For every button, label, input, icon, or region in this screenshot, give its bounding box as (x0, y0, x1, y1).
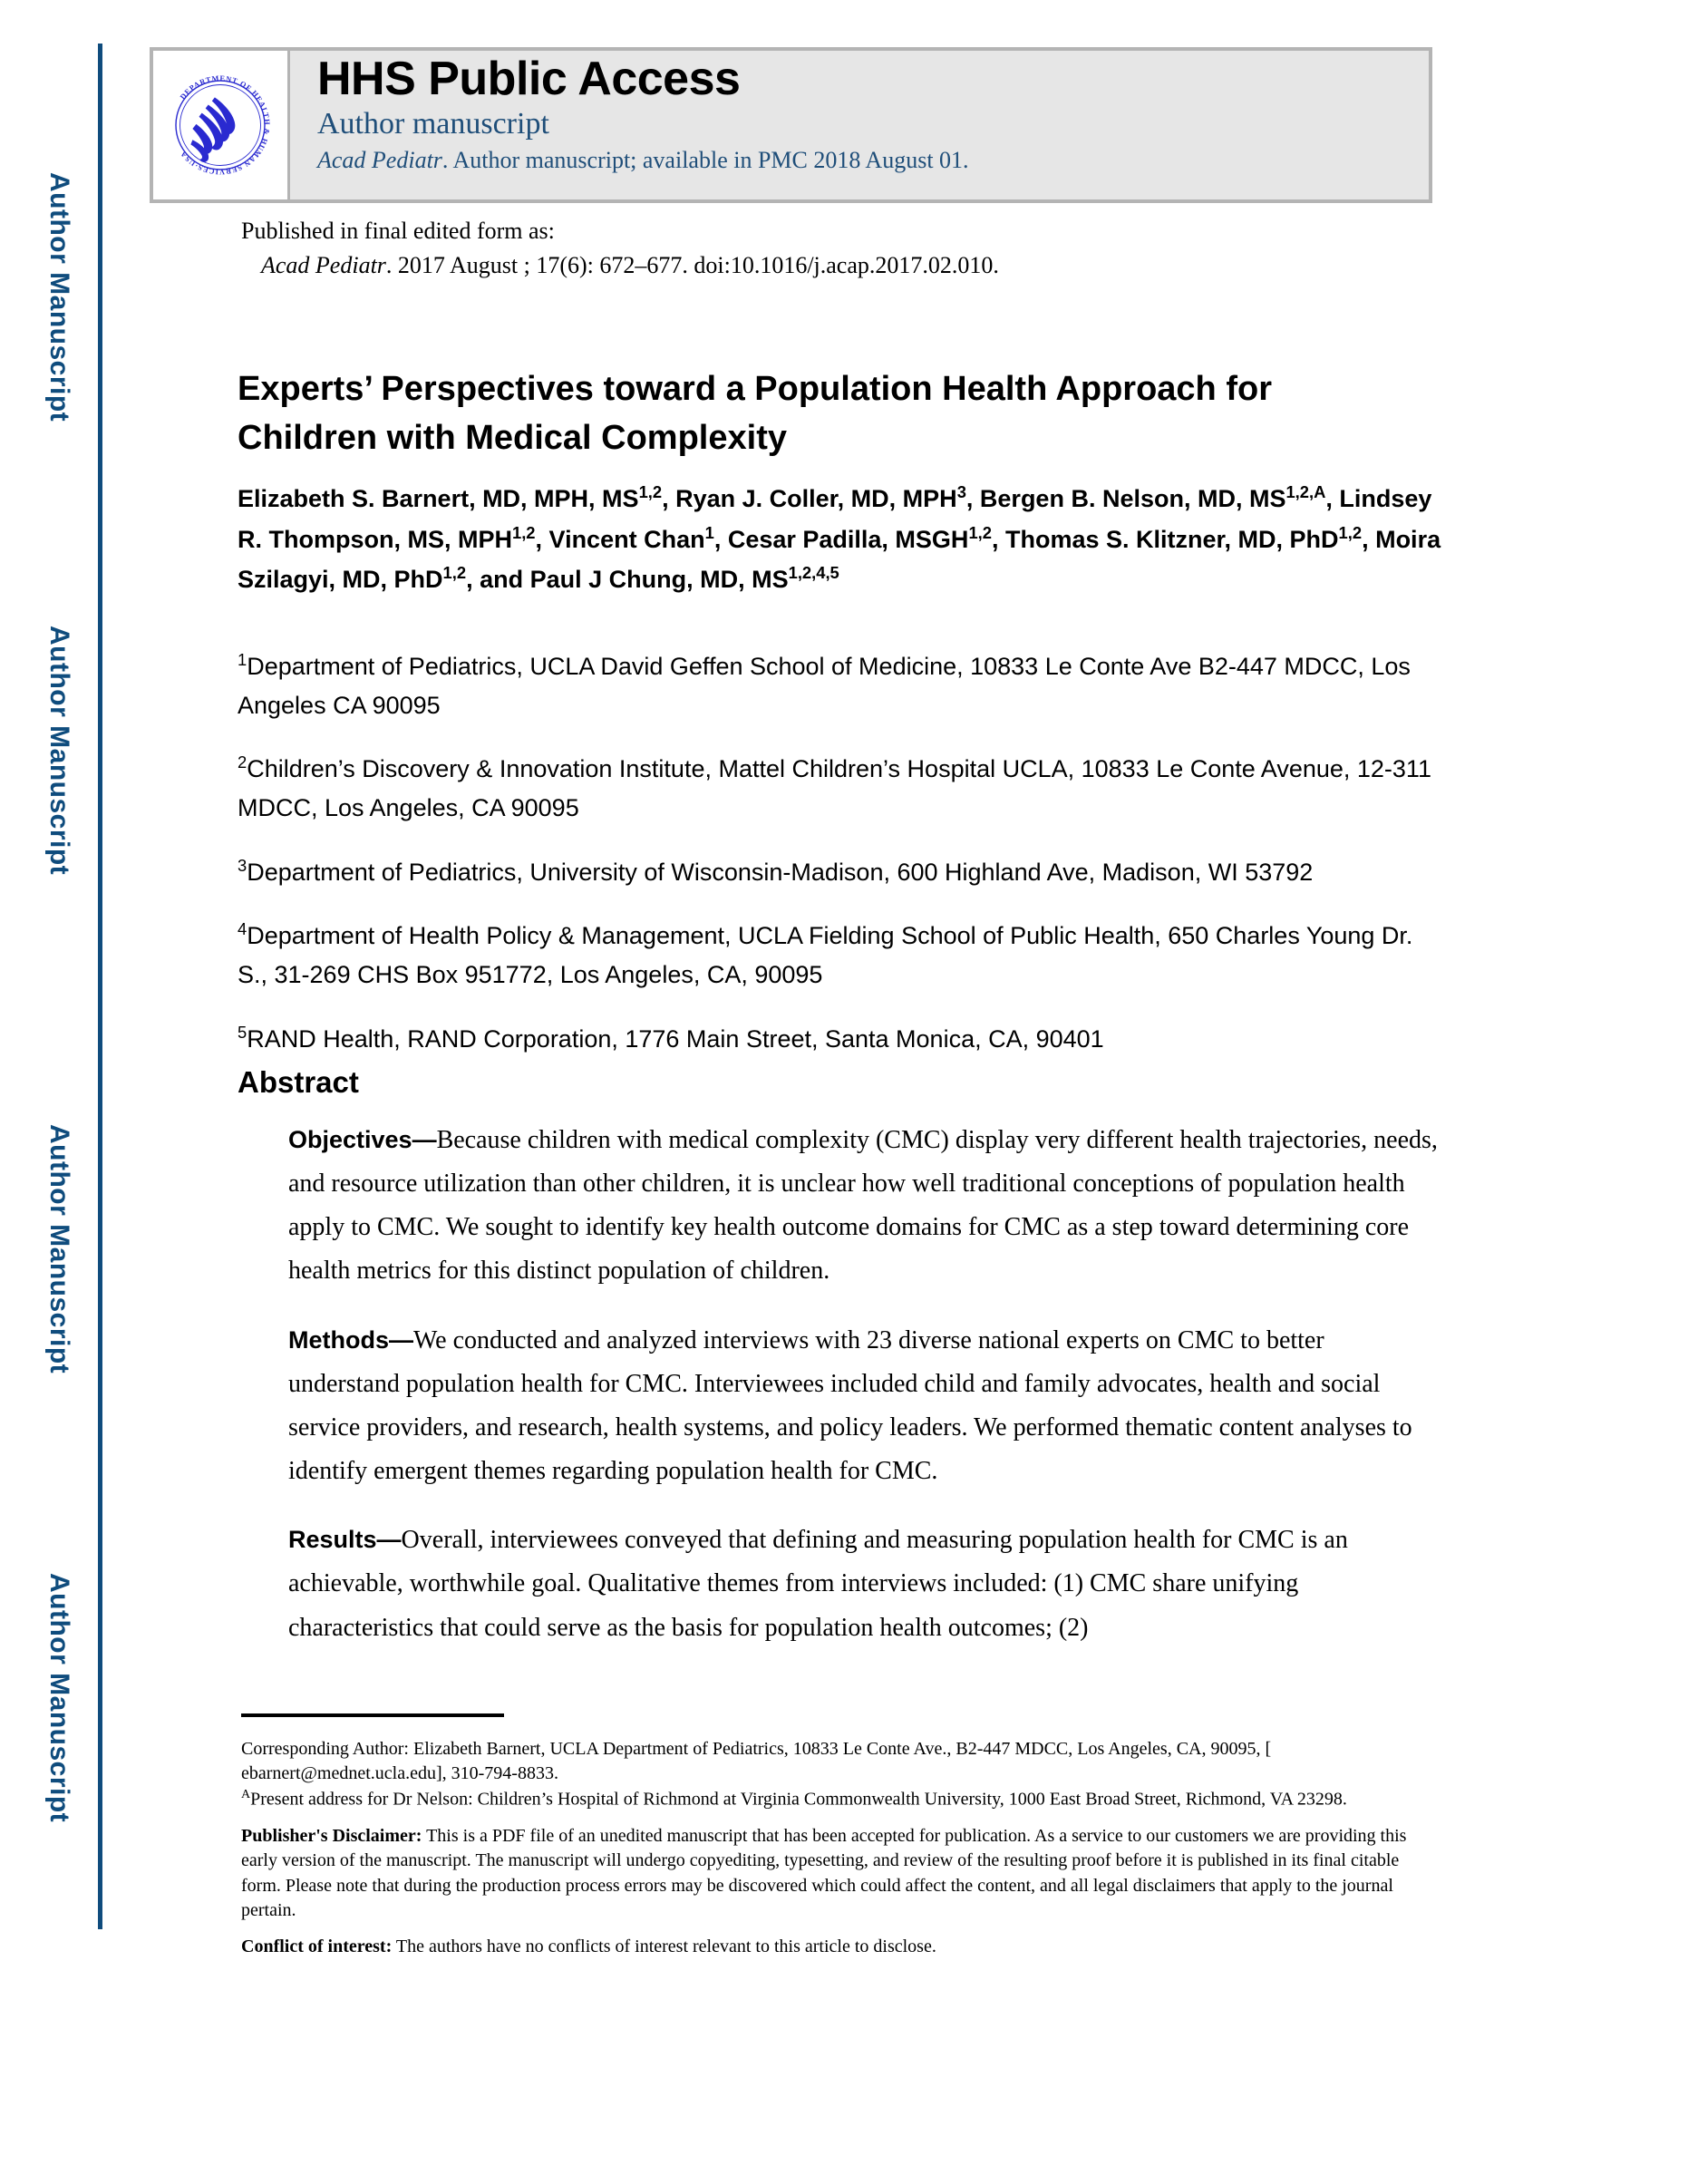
author-separator: , (662, 485, 676, 512)
published-info (241, 214, 1438, 282)
author-name: Cesar Padilla, MSGH (727, 525, 969, 553)
author-name: Lindsey R. Thompson, MS, MPH (238, 485, 1432, 553)
affiliation-marker: 3 (238, 855, 247, 875)
affiliation-text: Department of Health Policy & Management, UCLA Fielding School of Public Health, 650 Charles Young Dr. S., 31-269 CHS Box 951772, Los Angeles, CA, 90095 (238, 922, 1413, 988)
footnote-disclaimer-label: Publisher's Disclaimer: (241, 1826, 422, 1847)
abstract-section-text: We conducted and analyzed interviews with 23 diverse national experts on CMC to better understand population health for CMC. Interviewees included child and family advocates, health and social service providers, and research, health systems, and policy leaders. We performed thematic content analyses to identify emergent themes regarding population health for CMC. (288, 1325, 1412, 1486)
abstract-section-text: Overall, interviewees conveyed that defining and measuring population health for CMC is an achievable, worthwhile goal. Qualitative themes from interviews included: (1) CMC share unifying characteristics that could serve as the basis for population health outcomes; (2) (288, 1526, 1348, 1642)
author-affiliation-marker: 1,2 (442, 563, 467, 583)
abstract-body (288, 1093, 1440, 1668)
abstract-heading: Abstract (238, 1065, 359, 1100)
author-affiliation-marker: 1,2 (512, 522, 536, 542)
author-affiliation-marker: 1,2 (968, 522, 992, 542)
author-name: Thomas S. Klitzner, MD, PhD (1004, 525, 1339, 553)
author-list (238, 479, 1443, 600)
author-affiliation-marker: 1 (704, 522, 714, 542)
published-citation (241, 248, 1438, 283)
footnote-rule (241, 1713, 504, 1717)
hhs-banner-journal: Acad Pediatr (317, 146, 442, 173)
abstract-section (288, 1519, 1440, 1649)
hhs-banner-subtitle: Author manuscript (317, 106, 549, 141)
author-affiliation-marker: 1,2 (638, 482, 663, 501)
abstract-section-label: Objectives— (288, 1126, 437, 1153)
affiliation-marker: 1 (238, 650, 247, 669)
author-name: Ryan J. Coller, MD, MPH (675, 485, 957, 512)
hhs-banner-citation (317, 146, 1429, 174)
hhs-seal-icon (160, 65, 280, 185)
affiliation-text: Department of Pediatrics, University of Wisconsin-Madison, 600 Highland Ave, Madison, WI 53792 (247, 858, 1314, 886)
hhs-banner-citation-rest: . Author manuscript; available in PMC 2018 August 01. (441, 146, 969, 173)
article-title: Experts’ Perspectives toward a Population Health Approach for Children with Medical Complexity (238, 370, 1272, 458)
hhs-banner-text (290, 51, 1429, 199)
author-separator: , (713, 525, 728, 553)
author-separator: , (965, 485, 980, 512)
sidebar-label-3: Author Manuscript (44, 1124, 74, 1374)
affiliation-marker: 5 (238, 1022, 247, 1042)
author-name: Bergen B. Nelson, MD, MS (979, 485, 1286, 512)
abstract-section (288, 1319, 1440, 1494)
footnote-coi-body: The authors have no conflicts of interest relevant to this article to disclose. (392, 1936, 936, 1956)
abstract-section (288, 1119, 1440, 1294)
author-affiliation-marker: 1,2,A (1285, 482, 1326, 501)
published-citation-rest: . 2017 August ; 17(6): 672–677. doi:10.1016/j.acap.2017.02.010. (385, 251, 999, 278)
published-label: Published in final edited form as: (241, 218, 555, 244)
affiliation-item (238, 749, 1443, 827)
svg-text:DEPARTMENT OF HEALTH & HUMAN S: DEPARTMENT OF HEALTH & HUMAN SERVICES·USA (179, 73, 272, 177)
affiliation-item (238, 852, 1443, 892)
abstract-section-label: Results— (288, 1526, 402, 1554)
sidebar-label-1: Author Manuscript (44, 172, 74, 422)
sidebar-vertical-rule (98, 44, 102, 1929)
footnote-conflict-of-interest (241, 1935, 1438, 1959)
affiliation-text: RAND Health, RAND Corporation, 1776 Main Street, Santa Monica, CA, 90401 (247, 1024, 1104, 1053)
hhs-banner-title: HHS Public Access (317, 53, 741, 105)
affiliation-marker: 2 (238, 752, 247, 772)
affiliation-text: Department of Pediatrics, UCLA David Geffen School of Medicine, 10833 Le Conte Ave B2-447 MDCC, Los Angeles CA 90095 (238, 653, 1411, 719)
author-name: Elizabeth S. Barnert, MD, MPH, MS (238, 485, 639, 512)
footnote-corresponding-author: Corresponding Author: Elizabeth Barnert, UCLA Department of Pediatrics, 10833 Le Conte Ave., B2-447 MDCC, Los Angeles, CA, 90095, [ ebarnert@mednet.ucla.edu], 310-794-8833. (241, 1739, 1272, 1784)
author-manuscript-sidebar (0, 0, 150, 2184)
footnote-coi-label: Conflict of interest: (241, 1936, 393, 1956)
author-name: Vincent Chan (548, 525, 705, 553)
hhs-logo-container (153, 51, 290, 199)
author-affiliation-marker: 3 (956, 482, 966, 501)
sidebar-label-2: Author Manuscript (44, 626, 74, 876)
published-journal: Acad Pediatr (261, 251, 386, 278)
author-separator: , (991, 525, 1005, 553)
footnote-publisher-disclaimer (241, 1824, 1438, 1923)
author-name: Paul J Chung, MD, MS (529, 566, 789, 594)
footnote-present-address-text: Present address for Dr Nelson: Children’s Hospital of Richmond at Virginia Commonwealth University, 1000 East Broad Street, Richmond, VA 23298. (250, 1790, 1347, 1810)
sidebar-label-4: Author Manuscript (44, 1573, 74, 1823)
hhs-public-access-banner (150, 47, 1432, 203)
affiliation-list (238, 622, 1443, 1082)
footnote-present-address (241, 1786, 1438, 1812)
author-name: Moira Szilagyi, MD, PhD (238, 525, 1441, 594)
abstract-section-label: Methods— (288, 1325, 413, 1354)
footnote-present-address-marker: A (241, 1788, 251, 1802)
affiliation-item (238, 646, 1443, 724)
affiliation-text: Children’s Discovery & Innovation Institute, Mattel Children’s Hospital UCLA, 10833 Le Conte Avenue, 12-311 MDCC, Los Angeles, CA 90095 (238, 755, 1431, 821)
affiliation-marker: 4 (238, 919, 247, 939)
abstract-section-text: Because children with medical complexity (CMC) display very different health trajectories, needs, and resource utilization than other children, it is unclear how well traditional conceptions of population health apply to CMC. We sought to identify key health outcome domains for CMC as a step toward determining core health metrics for this distinct population of children. (288, 1126, 1438, 1286)
author-separator: , (535, 525, 549, 553)
author-separator: , (1325, 485, 1340, 512)
affiliation-item (238, 916, 1443, 994)
footnote-disclaimer-body: This is a PDF file of an unedited manuscript that has been accepted for publication. As a service to our customers we are providing this early version of the manuscript. The manuscript will undergo copyediting, typesetting, and review of the resulting proof before it is published in its final citable form. Please note that during the production process errors may be discovered which could affect the content, and all legal disclaimers that apply to the journal pertain. (241, 1826, 1407, 1920)
author-separator: , and (466, 566, 530, 594)
footnote-block (241, 1737, 1438, 1971)
author-separator: , (1362, 525, 1376, 553)
affiliation-item (238, 1019, 1443, 1059)
author-affiliation-marker: 1,2,4,5 (788, 563, 839, 583)
author-affiliation-marker: 1,2 (1338, 522, 1363, 542)
